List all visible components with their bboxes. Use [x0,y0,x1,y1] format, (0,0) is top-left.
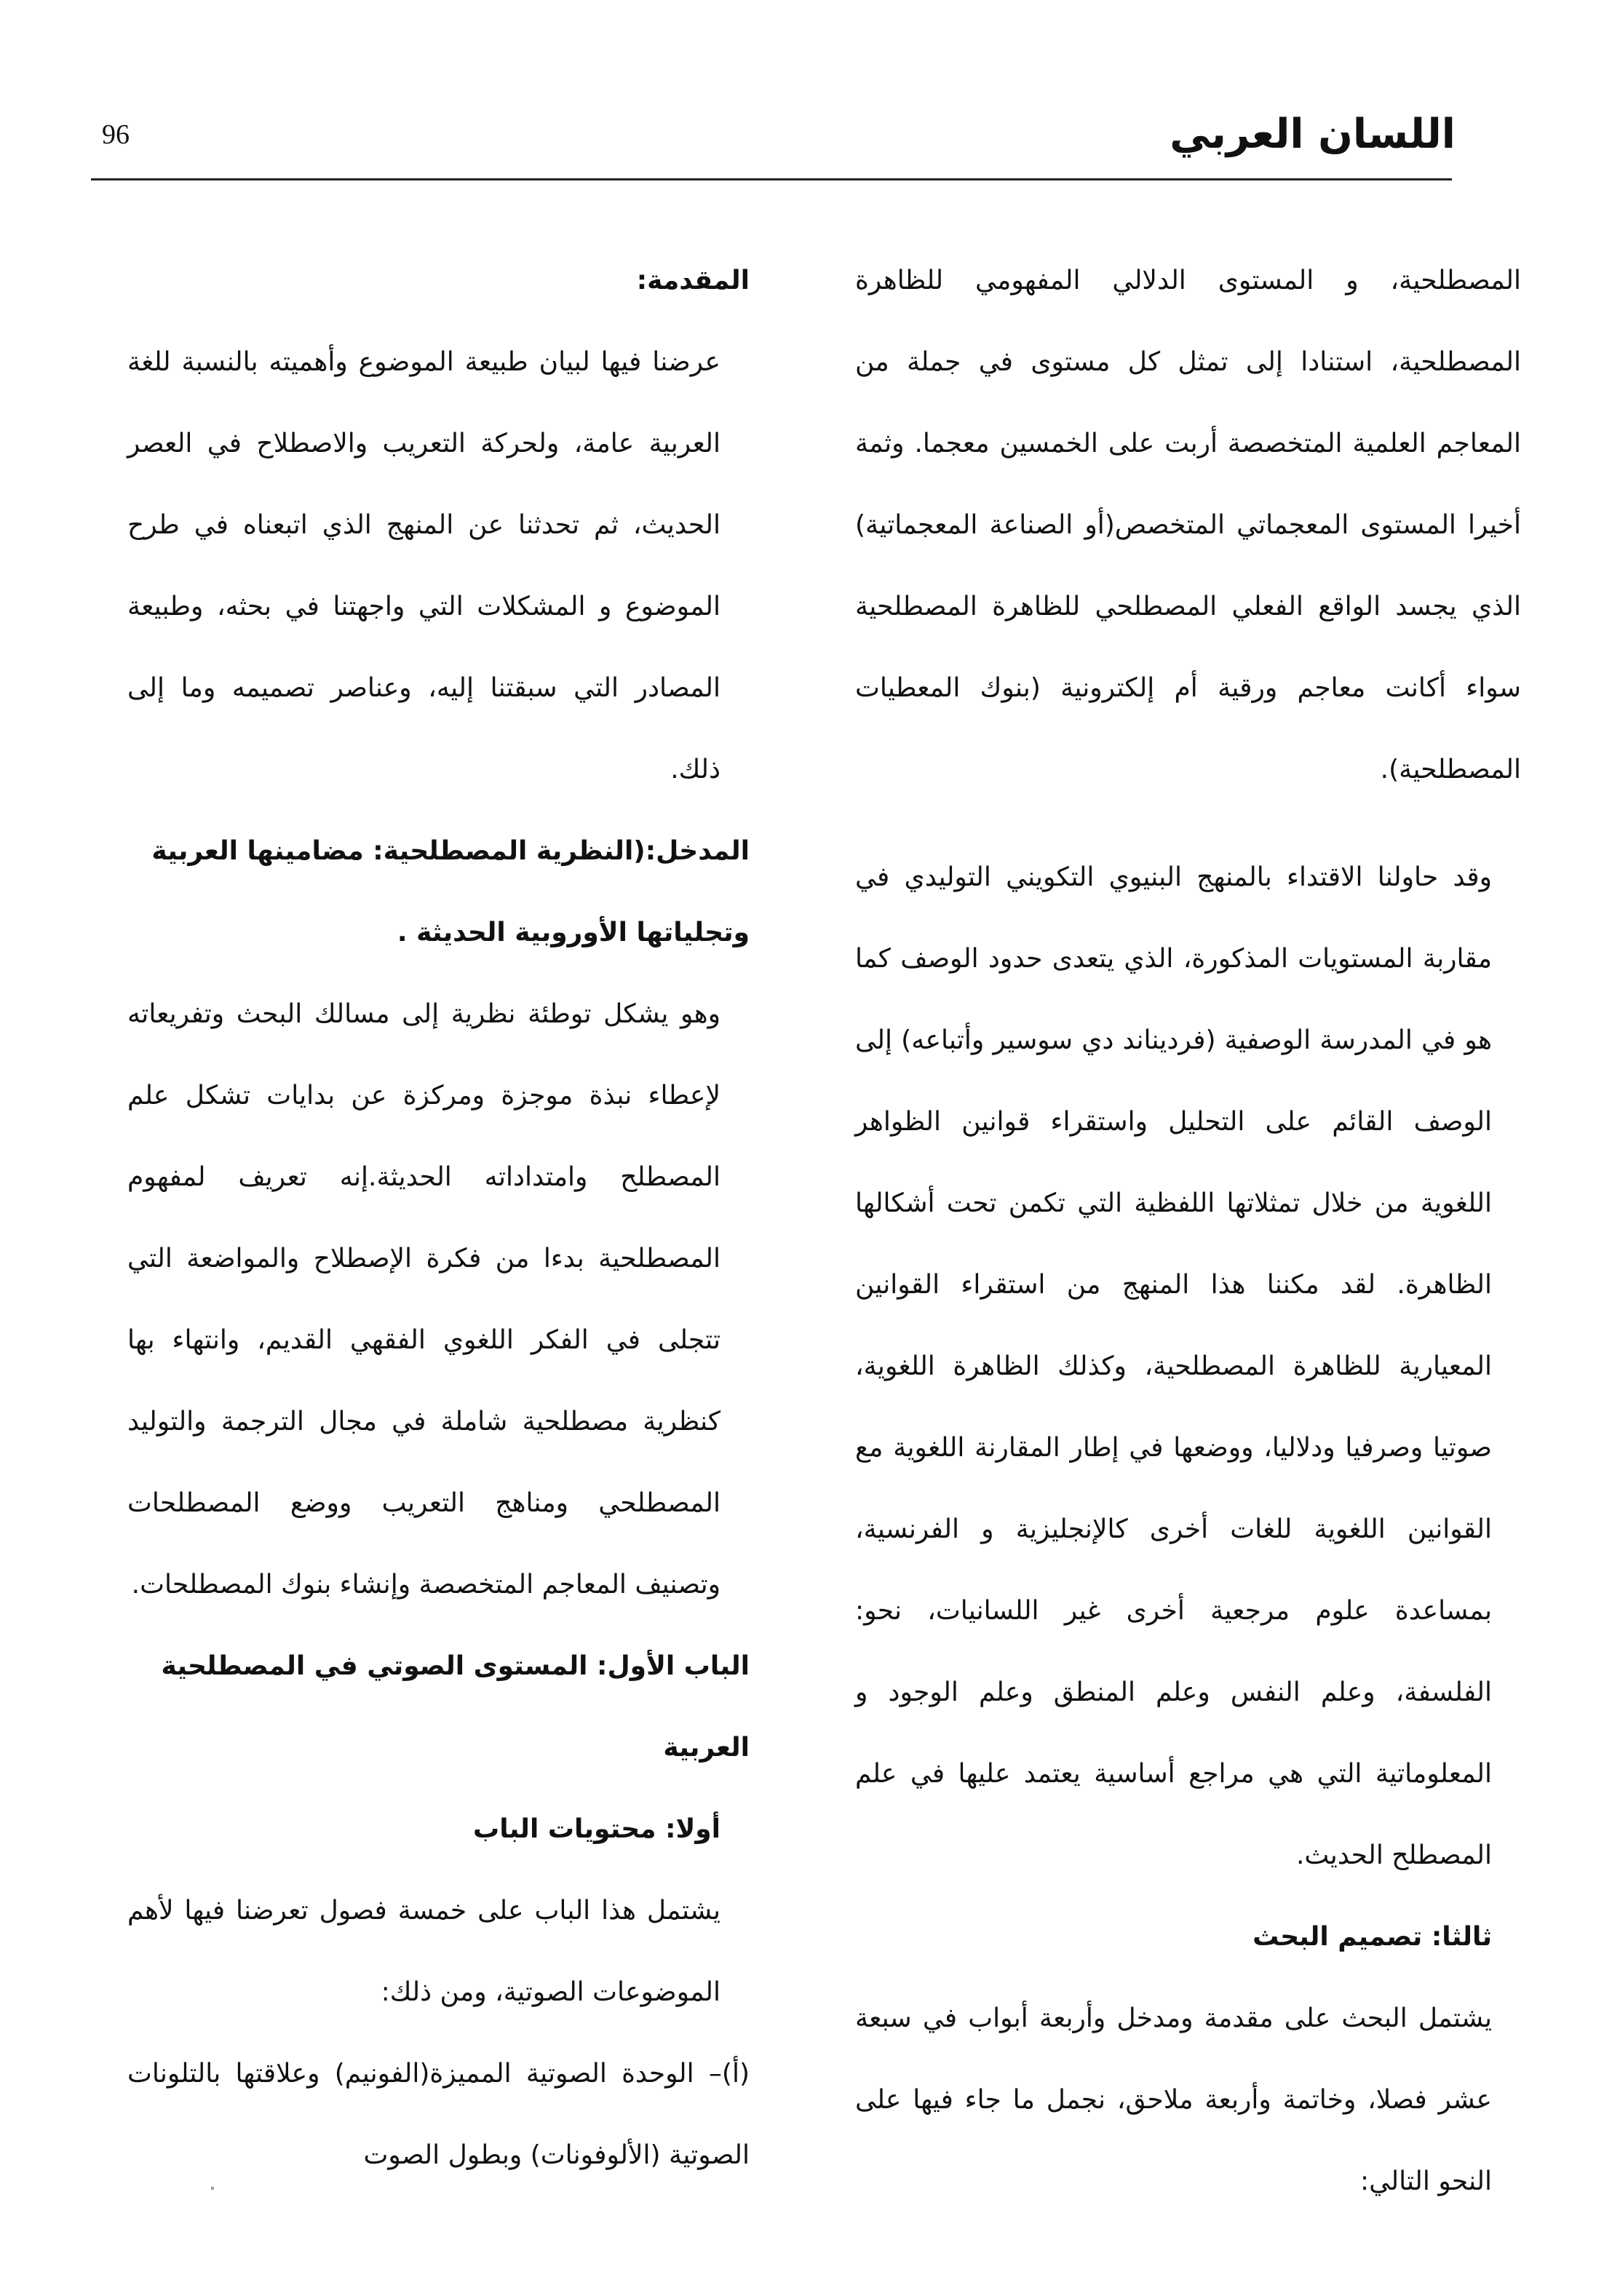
paragraph-entry: وهو يشكل توطئة نظرية إلى مسالك البحث وتفريعاته لإعطاء نبذة موجزة ومركزة عن بدايات تشكل علم المصطلح وامتداداته الحديثة.إنه تعريف لمفهوم المصطلحية بدءا من فكرة الإصطلاح والمواضعة التي تتجلى في الفكر اللغوي الفقهي القديم، وانتهاء بها كنظرية مصطلحية شاملة في مجال الترجمة والتوليد المصطلحي ومناهج التعريب ووضع المصطلحات وتصنيف المعاجم المتخصصة وإنشاء بنوك المصطلحات. [127,999,720,1600]
heading-entry: المدخل:(النظرية المصطلحية: مضامينها العربية وتجلياتها الأوروبية الحديثة . [151,836,750,948]
right-column [855,240,1521,2222]
heading-introduction: المقدمة: [636,266,750,295]
journal-title: اللسان العربي [1170,111,1456,158]
paragraph-method: وقد حاولنا الاقتداء بالمنهج البنيوي التكويني التوليدي في مقاربة المستويات المذكورة، الذي يتعدى حدود الوصف كما هو في المدرسة الوصفية (فرديناند دي سوسير وأتباعه) إلى الوصف القائم على التحليل واستقراء قوانين الظواهر اللغوية من خلال تمثلاتها اللفظية التي تكمن تحت أشكالها الظاهرة. لقد مكننا هذا المنهج من استقراء القوانين المعيارية للظاهرة المصطلحية، وكذلك الظاهرة اللغوية، صوتيا وصرفيا ودلاليا، ووضعها في إطار المقارنة اللغوية مع القوانين اللغوية للغات أخرى كالإنجليزية و الفرنسية، بمساعدة علوم مرجعية أخرى غير اللسانيات، نحو: الفلسفة، وعلم النفس وعلم المنطق وعلم الوجود و المعلوماتية التي هي مراجع أساسية يعتمد عليها في علم المصطلح الحديث. [855,862,1492,1870]
header-divider [91,178,1452,180]
page-number: 96 [102,119,130,150]
paragraph-introduction: عرضنا فيها لبيان طبيعة الموضوع وأهميته بالنسبة للغة العربية عامة، ولحركة التعريب والاصطلاح في العصر الحديث، ثم تحدثنا عن المنهج الذي اتبعناه في طرح الموضوع و المشكلات التي واجهتنا في بحثه، وطبيعة المصادر التي سبقتنا إليه، وعناصر تصميمه وما إلى ذلك. [127,347,720,784]
heading-research-design: ثالثا: تصميم البحث [1252,1922,1492,1952]
scan-speck [211,2187,214,2190]
left-column [127,240,750,2196]
paragraph-research-design: يشتمل البحث على مقدمة ومدخل وأربعة أبواب في سبعة عشر فصلا، وخاتمة وأربعة ملاحق، نجمل ما جاء فيها على النحو التالي: [855,2003,1492,2196]
paragraph-levels: المصطلحية، و المستوى الدلالي المفهومي للظاهرة المصطلحية، استنادا إلى تمثل كل مستوى في جملة من المعاجم العلمية المتخصصة أربت على الخمسين معجما. وثمة أخيرا المستوى المعجماتي المتخصص(أو الصناعة المعجماتية) الذي يجسد الواقع الفعلي المصطلحي للظاهرة المصطلحية سواء أكانت معاجم ورقية أم إلكترونية (بنوك المعطيات المصطلحية). [855,266,1521,784]
paragraph-chapter-contents: يشتمل هذا الباب على خمسة فصول تعرضنا فيها لأهم الموضوعات الصوتية، ومن ذلك: [127,1896,720,2007]
heading-chapter-one: الباب الأول: المستوى الصوتي في المصطلحية العربية [161,1651,750,1763]
heading-chapter-contents: أولا: محتويات الباب [473,1814,720,1844]
list-item-a: (أ)– الوحدة الصوتية المميزة(الفونيم) وعلاقتها بالتلونات الصوتية (الألوفونات) وبطول الصوت [127,2059,750,2170]
